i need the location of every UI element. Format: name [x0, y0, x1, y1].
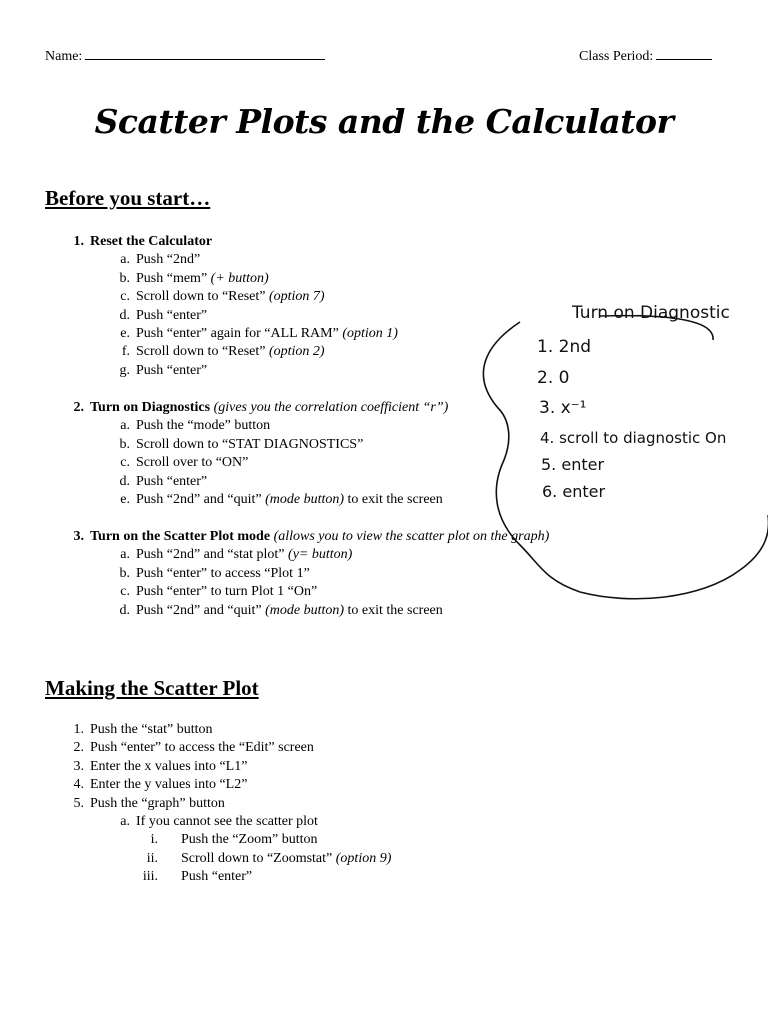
- substep-letter: d.: [119, 473, 130, 489]
- roman-numeral: iii.: [142, 869, 158, 885]
- substep-text: Scroll down to “Reset”: [136, 344, 266, 360]
- substep-letter: c.: [120, 455, 130, 471]
- substep-letter: a.: [120, 418, 130, 434]
- substep-text: Push “enter” to turn Plot 1 “On”: [136, 584, 318, 600]
- substep-letter: b.: [119, 565, 130, 581]
- substep-text: Scroll down to “Reset”: [136, 289, 266, 305]
- handwritten-line-5: 5. enter: [541, 455, 605, 474]
- step-title: Turn on the Scatter Plot mode: [90, 529, 271, 544]
- handwritten-line-1: 1. 2nd: [537, 337, 592, 357]
- substep-letter: d.: [119, 602, 130, 618]
- step-text: Push the “graph” button: [90, 795, 225, 811]
- substep-letter: a.: [120, 252, 130, 268]
- roman-substep-note: (option 9): [335, 850, 392, 866]
- substep-letter: a.: [120, 814, 130, 829]
- substep-letter: e.: [120, 326, 130, 341]
- substep-suffix: to exit the screen: [347, 602, 443, 618]
- step-number: 2.: [73, 400, 84, 415]
- roman-substep-text: Scroll down to “Zoomstat”: [181, 850, 333, 866]
- step-title: Turn on Diagnostics: [90, 400, 211, 415]
- step-note: (gives you the correlation coefficient “r”): [213, 400, 449, 415]
- page-title: Scatter Plots and the Calculator: [94, 102, 674, 141]
- substep-suffix: to exit the screen: [347, 492, 443, 507]
- step-text: Push “enter” to access the “Edit” screen: [90, 740, 314, 756]
- section-heading-making-scatter-plot: Making the Scatter Plot: [45, 676, 259, 700]
- substep-text: Push “enter” again for “ALL RAM”: [136, 326, 339, 341]
- substep-text: Push “mem”: [136, 270, 208, 286]
- step-note: (allows you to view the scatter plot on the graph): [273, 529, 550, 544]
- step-text: Push the “stat” button: [90, 722, 213, 737]
- step-number: 1.: [73, 234, 84, 249]
- substep-note: (+ button): [210, 270, 269, 286]
- roman-substep-text: Push “enter”: [181, 869, 253, 885]
- roman-numeral: i.: [150, 832, 158, 848]
- substep-letter: c.: [120, 584, 130, 600]
- step-number: 3.: [73, 529, 84, 544]
- name-label: Name:: [45, 49, 83, 64]
- step-number: 2.: [73, 740, 84, 756]
- substep-letter: c.: [120, 289, 130, 305]
- substep-letter: g.: [119, 362, 130, 378]
- substep-letter: b.: [119, 436, 130, 452]
- substep-note: (mode button): [265, 492, 345, 507]
- handwritten-line-6: 6. enter: [542, 482, 606, 501]
- handwritten-title: Turn on Diagnostic: [572, 303, 730, 323]
- substep-note: (y= button): [288, 547, 353, 563]
- section-heading-before-you-start: Before you start…: [45, 186, 211, 210]
- substep-text: Scroll down to “STAT DIAGNOSTICS”: [136, 436, 364, 452]
- substep-letter: f.: [121, 344, 130, 360]
- step-text: Enter the x values into “L1”: [90, 758, 248, 774]
- step-number: 4.: [73, 777, 84, 793]
- substep-letter: e.: [120, 492, 130, 507]
- roman-substep-text: Push the “Zoom” button: [181, 832, 318, 848]
- substep-text: Push “2nd” and “quit”: [136, 492, 262, 507]
- handwritten-line-4: 4. scroll to diagnostic On: [540, 429, 727, 447]
- substep-text: Push “enter”: [136, 362, 208, 378]
- substep-letter: b.: [119, 270, 130, 286]
- handwritten-line-3: 3. x⁻¹: [539, 398, 587, 418]
- substep-letter: d.: [119, 307, 130, 323]
- substep-note: (option 7): [268, 289, 325, 305]
- step-number: 3.: [73, 758, 84, 774]
- substep-text: Push the “mode” button: [136, 418, 271, 434]
- substep-note: (option 2): [268, 344, 325, 360]
- substep-letter: a.: [120, 547, 130, 563]
- substep-note: (mode button): [265, 602, 345, 618]
- substep-text: Push “2nd”: [136, 252, 201, 268]
- substep-text: Scroll over to “ON”: [136, 455, 249, 471]
- substep-text: Push “2nd” and “quit”: [136, 602, 262, 618]
- substep-text: Push “enter”: [136, 307, 208, 323]
- substep-note: (option 1): [342, 326, 398, 341]
- step-number: 1.: [73, 722, 84, 737]
- roman-numeral: ii.: [146, 850, 158, 866]
- substep-text: Push “enter”: [136, 473, 208, 489]
- step-title: Reset the Calculator: [90, 234, 213, 249]
- substep-text: Push “2nd” and “stat plot”: [136, 547, 285, 563]
- step-number: 5.: [73, 795, 84, 811]
- handwritten-line-2: 2. 0: [537, 368, 570, 388]
- substep-text: If you cannot see the scatter plot: [136, 814, 318, 829]
- step-text: Enter the y values into “L2”: [90, 777, 248, 793]
- substep-text: Push “enter” to access “Plot 1”: [136, 565, 310, 581]
- handwritten-loop: [483, 316, 768, 599]
- class-period-label: Class Period:: [579, 49, 654, 64]
